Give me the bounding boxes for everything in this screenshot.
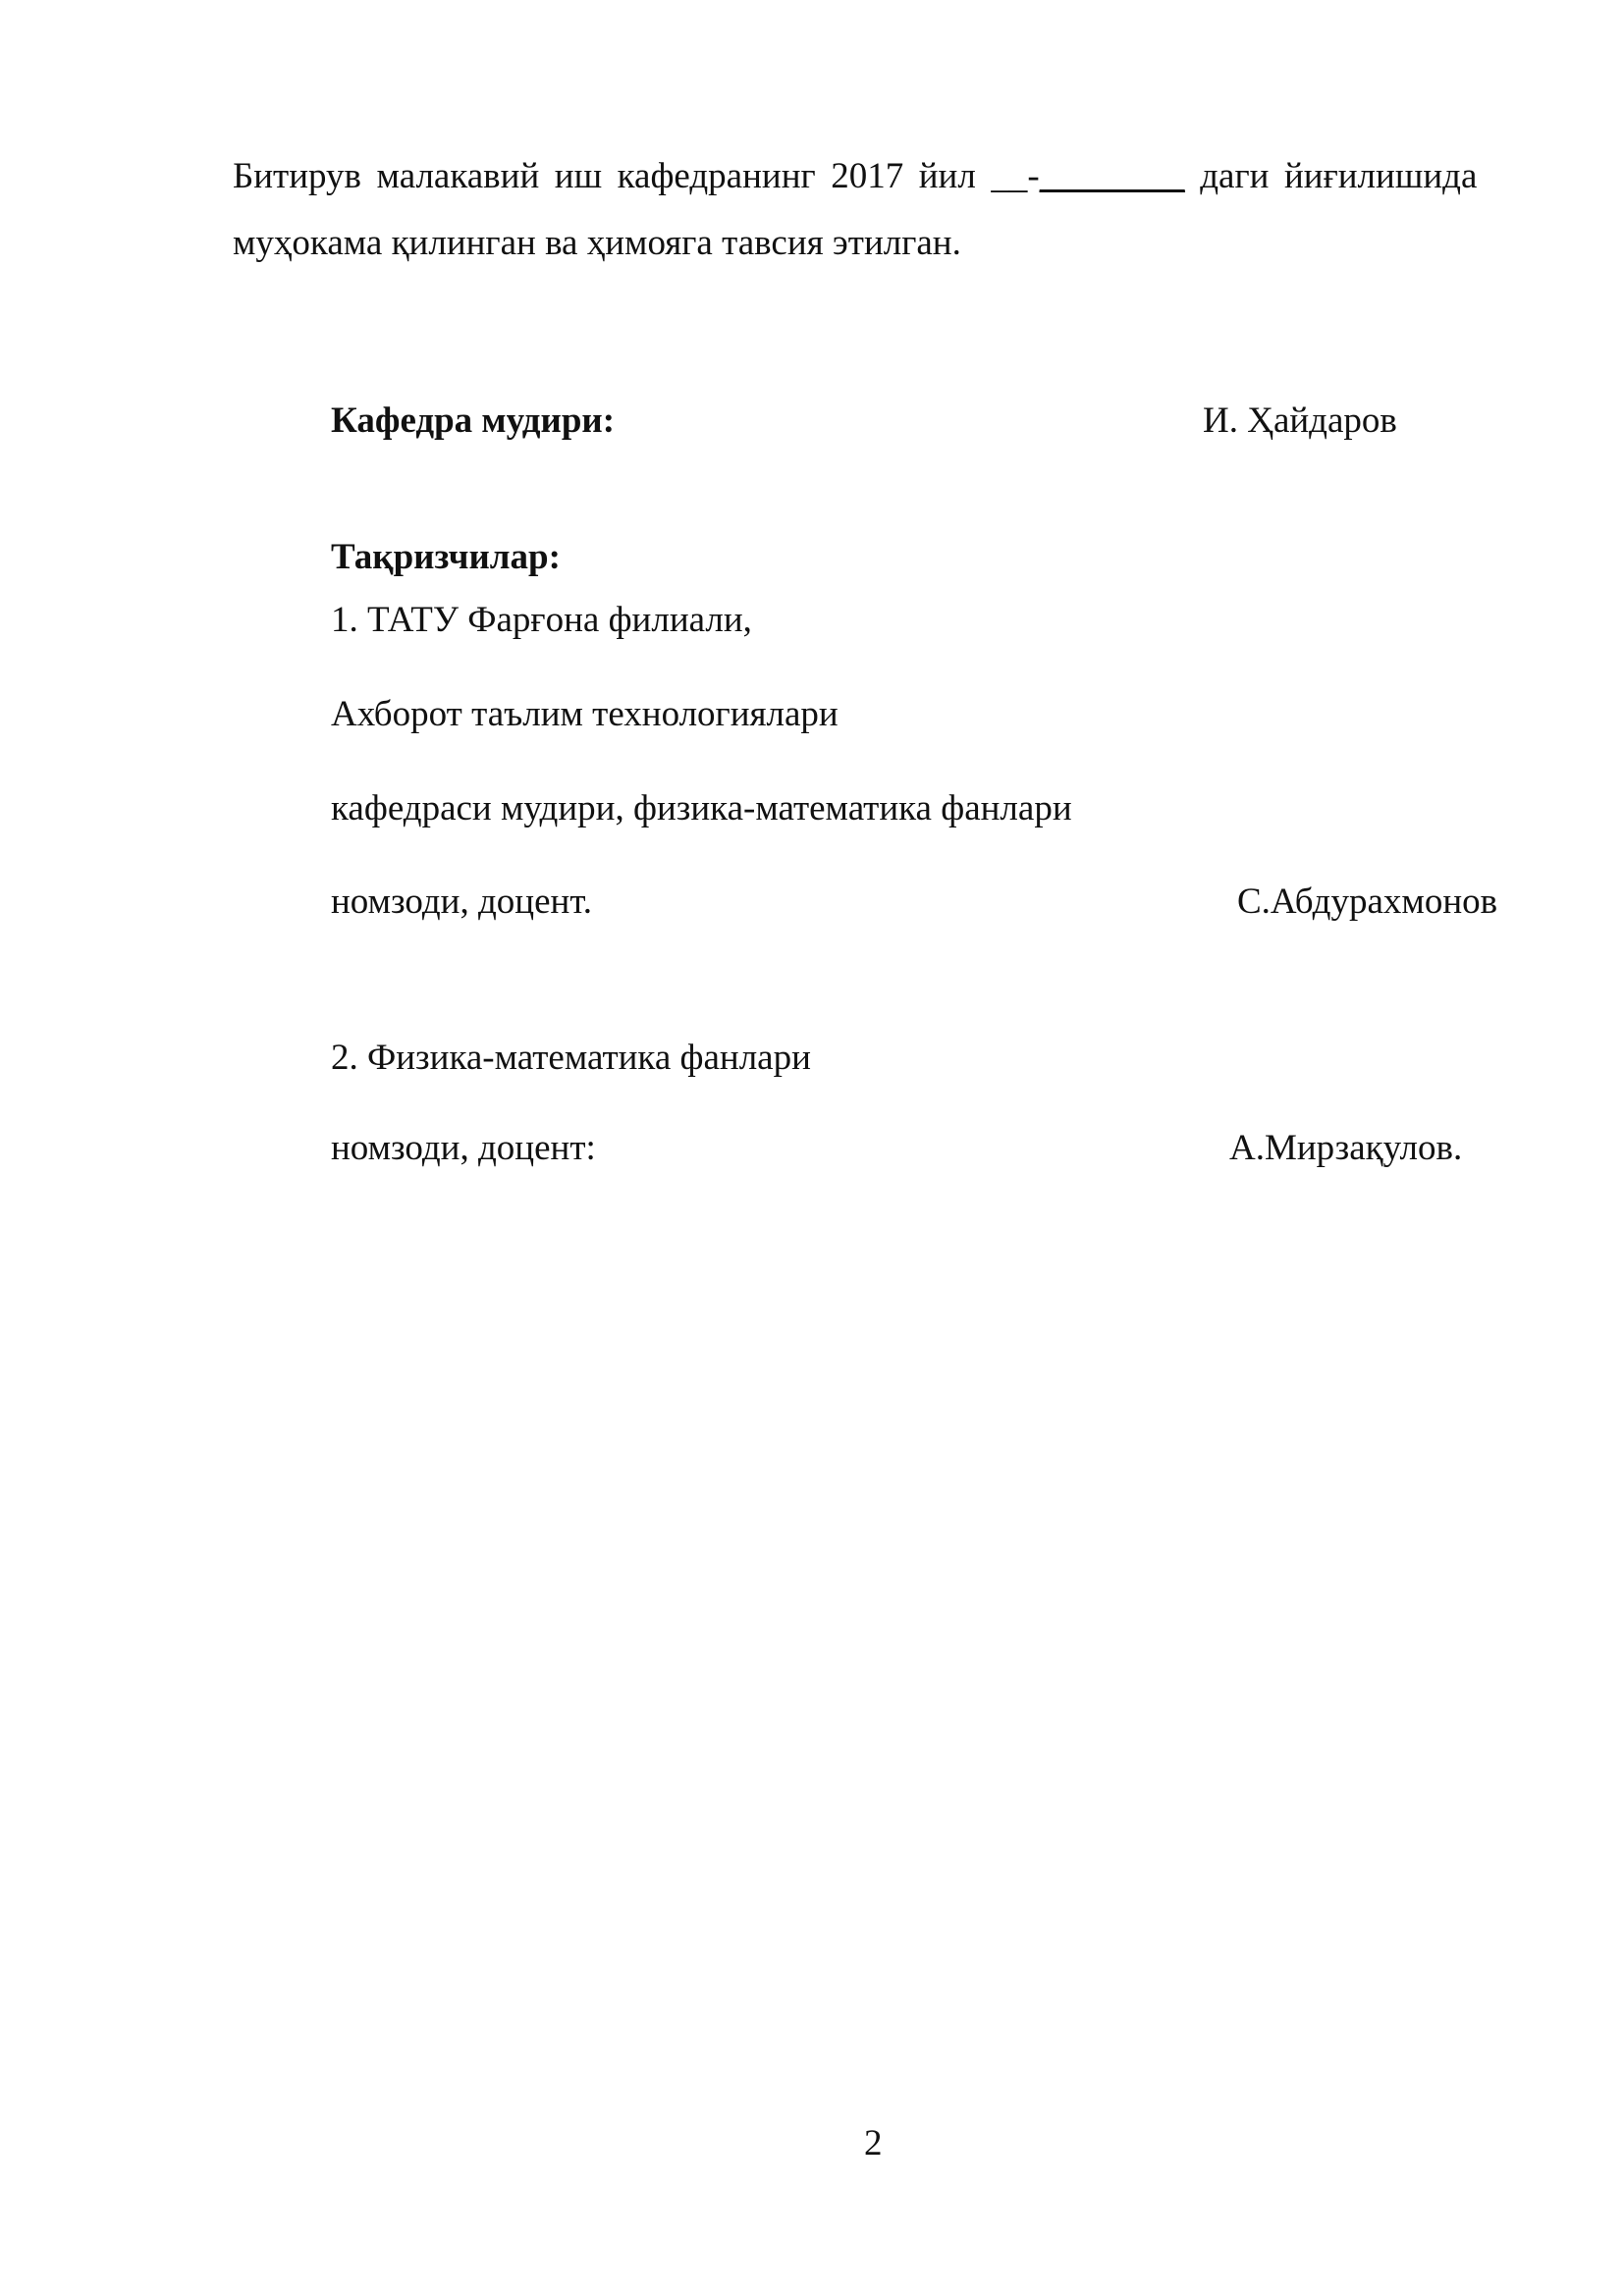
page-number: 2 bbox=[864, 2123, 883, 2163]
reviewer-1-line-3: кафедраси мудири, физика-математика фанлари bbox=[331, 788, 1072, 828]
reviewers-heading: Тақризчилар: bbox=[331, 537, 561, 577]
reviewer-1-line-1: 1. ТАТУ Фарғона филиали, bbox=[331, 600, 752, 640]
head-of-department-name: И. Ҳайдаров bbox=[1203, 400, 1397, 441]
month-blank: ________ bbox=[1039, 156, 1185, 196]
intro-paragraph-line-2: муҳокама қилинган ва ҳимояга тавсия этилган. bbox=[233, 223, 961, 263]
reviewer-1-name: С.Абдурахмонов bbox=[1237, 881, 1498, 922]
reviewer-1-line-4: номзоди, доцент. bbox=[331, 881, 592, 922]
reviewer-2-line-1: 2. Физика-математика фанлари bbox=[331, 1038, 811, 1078]
day-blank: __ bbox=[991, 156, 1028, 196]
head-of-department-label: Кафедра мудири: bbox=[331, 400, 616, 441]
intro-text-before: Битирув малакавий иш кафедранинг 2017 йил bbox=[233, 156, 992, 196]
reviewer-2-line-2: номзоди, доцент: bbox=[331, 1128, 596, 1168]
date-dash: - bbox=[1027, 156, 1040, 196]
intro-paragraph-line-1 bbox=[233, 155, 1514, 198]
reviewer-2-name: А.Мирзақулов. bbox=[1229, 1128, 1463, 1168]
intro-text-after: даги йиғилишида bbox=[1184, 156, 1478, 196]
reviewer-1-line-2: Ахборот таълим технологиялари bbox=[331, 694, 839, 734]
